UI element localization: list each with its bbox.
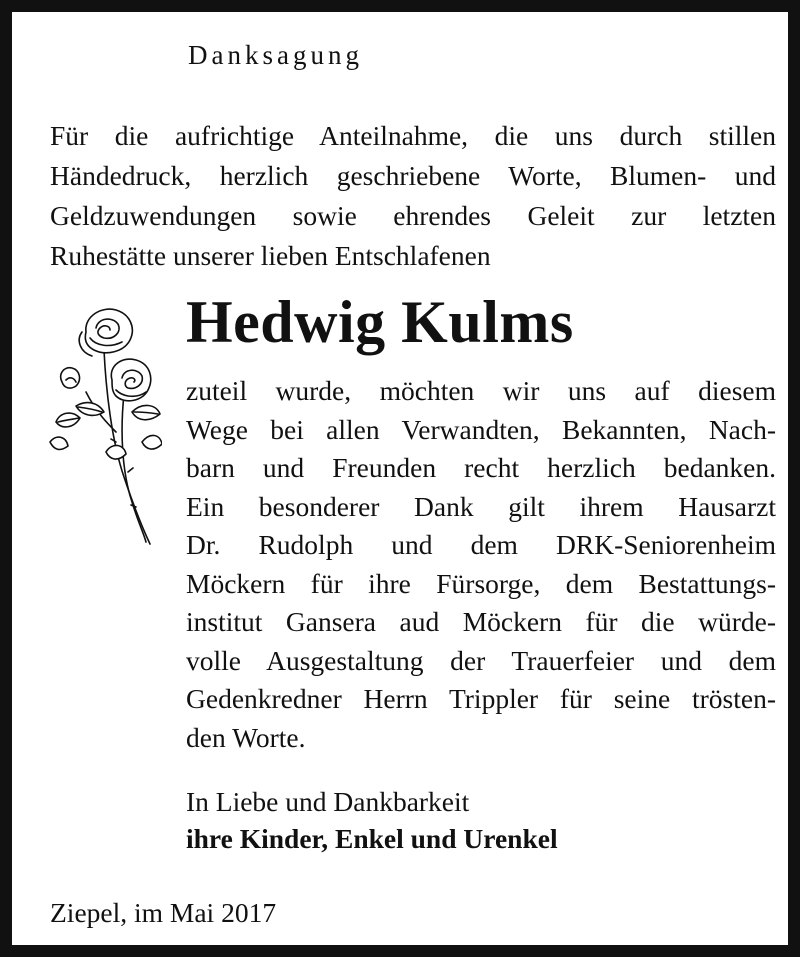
place-date: Ziepel, im Mai 2017 bbox=[50, 897, 277, 928]
intro-paragraph bbox=[50, 116, 776, 276]
thanks-paragraph bbox=[186, 372, 776, 757]
body-line: Ein besonderer Dank gilt ihrem Hausarzt bbox=[186, 490, 776, 522]
body-line: Möckern für ihre Fürsorge, dem Bestattungs- bbox=[186, 567, 776, 599]
deceased-name: Hedwig Kulms bbox=[186, 289, 574, 355]
intro-line: Für die aufrichtige Anteilnahme, die uns durch stillen bbox=[50, 120, 776, 151]
body-line: Dr. Rudolph und dem DRK-Seniorenheim bbox=[186, 529, 776, 560]
body-line: institut Gansera aud Möckern für die würde- bbox=[186, 606, 776, 637]
closing-line: In Liebe und Dankbarkeit bbox=[186, 786, 470, 817]
rose-icon bbox=[46, 302, 162, 552]
body-line: den Worte. bbox=[186, 721, 306, 753]
intro-line: Ruhestätte unserer lieben Entschlafenen bbox=[50, 240, 491, 271]
signature: ihre Kinder, Enkel und Urenkel bbox=[186, 823, 558, 854]
intro-line: Geldzuwendungen sowie ehrendes Geleit zur letzten bbox=[50, 200, 776, 231]
notice-heading: Danksagung bbox=[188, 40, 363, 70]
body-line: volle Ausgestaltung der Trauerfeier und dem bbox=[186, 644, 776, 676]
body-line: barn und Freunden recht herzlich bedanken. bbox=[186, 452, 776, 483]
body-line: Wege bei allen Verwandten, Bekannten, Nach- bbox=[186, 413, 776, 445]
body-line: Gedenkredner Herrn Trippler für seine trösten- bbox=[186, 683, 776, 714]
intro-line: Händedruck, herzlich geschriebene Worte, Blumen- und bbox=[50, 160, 776, 191]
body-line: zuteil wurde, möchten wir uns auf diesem bbox=[186, 375, 776, 406]
